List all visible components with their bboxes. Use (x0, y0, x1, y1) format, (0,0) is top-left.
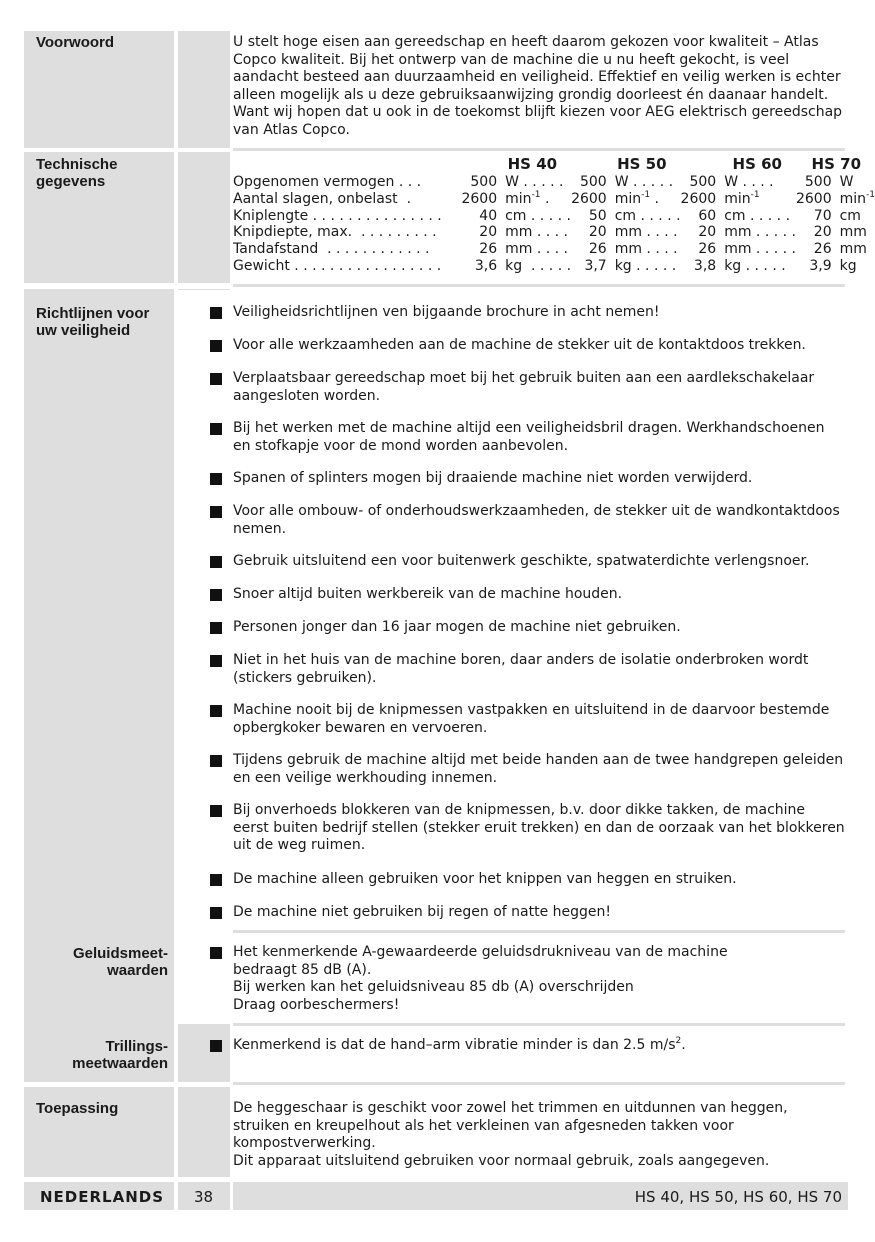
model-heading: HS 60 (732, 155, 782, 173)
spec-row (233, 174, 875, 191)
spec-unit: mm . . . . . (724, 224, 796, 241)
spec-unit: W (839, 174, 854, 190)
spec-unit: W . . . . . (614, 174, 674, 190)
spec-row-label: Kniplengte . . . . . . . . . . . . . . . (233, 207, 442, 224)
rule (233, 1082, 845, 1085)
trilling-mid-bg (178, 1024, 230, 1082)
spec-unit: $\min^{-1}$ . (614, 189, 659, 207)
voorwoord-text: U stelt hoge eisen aan gereedschap en heeft daarom gekozen voor kwaliteit – Atlas Copco kwaliteit. Bij het ontwerp van de machine die u nu heeft gekocht, is veel aandacht besteed aan duurzaamheid en veiligheid. Effektief en veilig werken is echter alleen mogelijk als u deze gebruiksaanwijzing grondig doorleest én daanaar handelt. Want wij hopen dat u ook in de toekomst blijft kiezen voor AEG elektrisch gereedschap van Atlas Copco. (233, 34, 843, 138)
bullet-square-icon (210, 506, 222, 518)
bullet-square-icon (210, 340, 222, 352)
geluid-heading: Geluidsmeet- waarden (72, 945, 168, 979)
model-heading: HS 40 (507, 155, 558, 173)
spec-value: 26 (698, 241, 717, 258)
spec-value: 20 (813, 224, 832, 241)
spec-row-label: Aantal slagen, onbelast . (233, 190, 412, 207)
bullet-square-icon (210, 1040, 222, 1052)
bullet-square-icon (210, 947, 222, 959)
spec-value: 20 (479, 224, 498, 241)
bullet-square-icon (210, 473, 222, 485)
spec-row-label: Tandafstand . . . . . . . . . . . . (233, 241, 430, 258)
spec-header-row (233, 154, 875, 174)
bullet-square-icon (210, 622, 222, 634)
spec-value: 500 (689, 174, 717, 190)
spec-row (233, 208, 875, 225)
spec-row (233, 241, 875, 258)
bullet-square-icon (210, 655, 222, 667)
spec-value: 3,9 (809, 257, 832, 274)
spec-value: 20 (588, 224, 607, 241)
spec-unit: kg . . . . . (614, 257, 677, 274)
spec-value: 20 (698, 224, 717, 241)
bullet-square-icon (210, 874, 222, 886)
page-number: 38 (194, 1188, 214, 1206)
spec-unit: mm . . . . (614, 241, 678, 258)
bullet-square-icon (210, 307, 222, 319)
spec-unit: mm (839, 241, 867, 258)
spec-row-label: Opgenomen vermogen . . . (233, 174, 422, 190)
bullet-square-icon (210, 805, 222, 817)
spec-value: 500 (804, 174, 832, 190)
model-heading: HS 70 (811, 155, 861, 173)
spec-value: 500 (579, 174, 607, 190)
spec-unit: W . . . . (724, 174, 774, 190)
spec-unit: mm . . . . (614, 224, 678, 241)
spec-unit: mm . . . . (505, 224, 568, 241)
spec-row (233, 191, 875, 208)
spec-unit: W . . . . . (505, 174, 564, 190)
spec-value: 2600 (571, 190, 607, 207)
bullet-square-icon (210, 755, 222, 767)
toepassing-mid-bg (178, 1087, 230, 1177)
bullet-square-icon (210, 556, 222, 568)
bullet-square-icon (210, 705, 222, 717)
spec-unit: cm . . . . . (614, 207, 681, 224)
bullet-square-icon (210, 423, 222, 435)
spec-value: 50 (588, 207, 607, 224)
spec-value: 3,7 (584, 257, 607, 274)
technische-mid-bg (178, 152, 230, 283)
spec-value: 3,8 (693, 257, 717, 274)
rule (233, 284, 845, 287)
spec-value: 60 (698, 207, 717, 224)
spec-value: 2600 (461, 190, 498, 207)
spec-unit: mm . . . . . (724, 241, 796, 258)
bullet-square-icon (210, 373, 222, 385)
toepassing-heading: Toepassing (36, 1100, 119, 1117)
spec-unit: $\min^{-1}$ . (505, 189, 550, 207)
toepassing-text: De heggeschaar is geschikt voor zowel het trimmen en uitdunnen van heggen, struiken en kreupelhout als het verkleinen van afgesneden takken voor kompostverwerking. Dit apparaat uitsluitend gebruiken voor normaal gebruik, zoals aangegeven. (233, 1100, 788, 1169)
voorwoord-heading: Voorwoord (36, 34, 115, 51)
spec-unit: kg . . . . . (724, 257, 786, 274)
spec-value: 2600 (680, 190, 717, 207)
spec-value: 26 (479, 241, 498, 258)
spec-unit: cm . . . . . (724, 207, 791, 224)
rule (233, 148, 845, 151)
spec-unit: cm . . . . . (505, 207, 571, 224)
footer-language: NEDERLANDS (40, 1188, 165, 1206)
spec-unit: cm (839, 207, 861, 224)
spec-row (233, 258, 875, 275)
voorwoord-mid-bg (178, 31, 230, 148)
spec-value: 2600 (795, 190, 832, 207)
safety-heading: Richtlijnen voor uw veiligheid (36, 305, 150, 339)
spec-row (233, 224, 875, 241)
model-heading: HS 50 (617, 155, 667, 173)
spec-unit: $\min^{-1}$ (724, 189, 760, 207)
spec-unit: $\min^{-1}$ (839, 189, 875, 207)
spec-value: 70 (813, 207, 832, 224)
bullet-square-icon (210, 907, 222, 919)
spec-unit: mm (839, 224, 867, 241)
spec-value: 40 (479, 207, 498, 224)
spec-value: 26 (588, 241, 607, 258)
spec-unit: mm . . . . (505, 241, 568, 258)
rule (233, 1023, 845, 1026)
spec-row-label: Gewicht . . . . . . . . . . . . . . . . . (233, 257, 442, 274)
spec-table (233, 154, 875, 275)
spec-value: 500 (470, 174, 498, 190)
rule (233, 930, 845, 933)
spec-unit: kg (839, 257, 857, 274)
trilling-heading: Trillings- meetwaarden (72, 1038, 168, 1072)
footer-models: HS 40, HS 50, HS 60, HS 70 (634, 1188, 842, 1206)
spec-value: 26 (813, 241, 832, 258)
spec-unit: kg . . . . . (505, 257, 572, 274)
spec-row-label: Knipdiepte, max. . . . . . . . . . (233, 224, 437, 241)
technische-heading: Technische gegevens (36, 156, 118, 190)
spec-value: 3,6 (474, 257, 498, 274)
bullet-square-icon (210, 589, 222, 601)
